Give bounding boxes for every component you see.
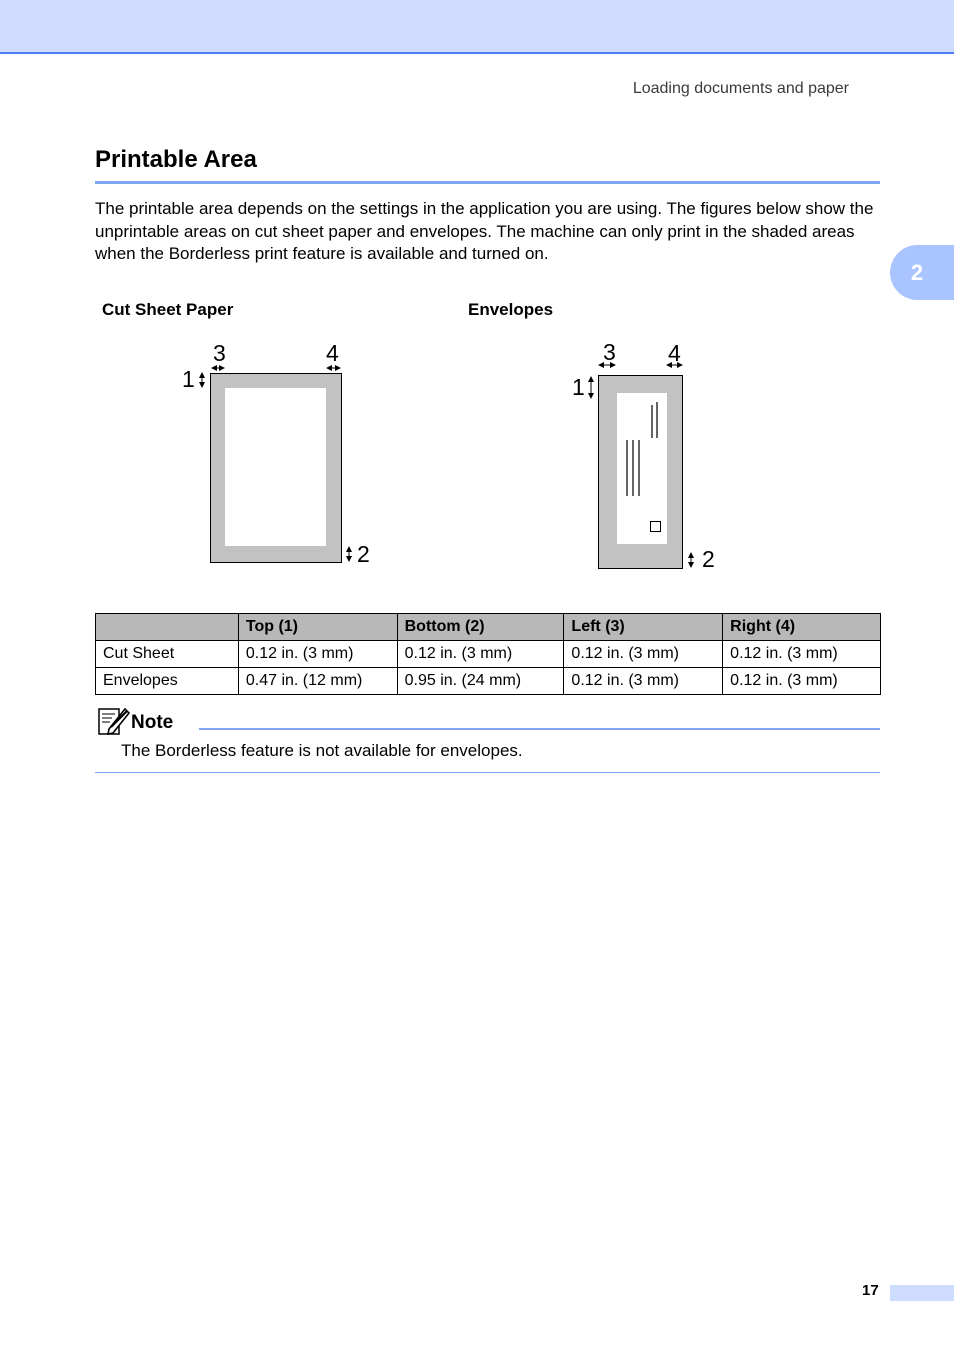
page-title: Printable Area — [95, 146, 257, 173]
table-row — [96, 641, 881, 668]
envelope-diagram — [572, 339, 715, 572]
cut-sheet-marker-1: 1 — [182, 366, 195, 392]
header-cell-blank — [96, 614, 239, 641]
cut-sheet-diagram — [182, 340, 370, 567]
cut-sheet-figure-label: Cut Sheet Paper — [102, 300, 234, 319]
envelopes-right-value: 0.12 in. (3 mm) — [723, 668, 881, 695]
envelopes-figure-label: Envelopes — [468, 300, 554, 319]
printable-area-figures — [0, 0, 954, 600]
cut-sheet-bottom-value: 0.12 in. (3 mm) — [397, 641, 564, 668]
envelopes-bottom-value: 0.95 in. (24 mm) — [397, 668, 564, 695]
cut-sheet-marker-4: 4 — [326, 340, 339, 366]
note-label: Note — [131, 712, 174, 733]
running-header: Loading documents and paper — [632, 80, 849, 97]
header-cell-right: Right (4) — [723, 614, 881, 641]
cut-sheet-right-value: 0.12 in. (3 mm) — [723, 641, 881, 668]
cut-sheet-left-value: 0.12 in. (3 mm) — [564, 641, 723, 668]
row-label-cut-sheet: Cut Sheet — [96, 641, 239, 668]
table-header-row — [96, 614, 881, 641]
table-row — [96, 668, 881, 695]
envelope-marker-3: 3 — [603, 339, 616, 365]
note-bottom-rule — [95, 772, 880, 773]
envelope-marker-4: 4 — [668, 340, 681, 366]
intro-paragraph: The printable area depends on the settings in the application you are using. The figures below show the unprintable areas on cut sheet paper and envelopes. The machine can only print in the shaded areas when the Borderless print feature is available and turned on. — [95, 199, 874, 263]
header-cell-bottom: Bottom (2) — [397, 614, 564, 641]
note-divider — [199, 728, 880, 730]
margins-table — [95, 613, 881, 695]
note-text: The Borderless feature is not available for envelopes. — [121, 741, 523, 760]
cut-sheet-printable-area — [225, 388, 326, 546]
envelope-stamp-box — [651, 522, 661, 532]
page-footer-tab — [890, 1285, 954, 1301]
page-number: 17 — [862, 1282, 879, 1299]
cut-sheet-marker-3: 3 — [213, 340, 226, 366]
envelope-marker-1: 1 — [572, 374, 585, 400]
cut-sheet-top-value: 0.12 in. (3 mm) — [238, 641, 397, 668]
header-cell-left: Left (3) — [564, 614, 723, 641]
chapter-tab: 2 — [890, 245, 954, 300]
envelope-marker-2: 2 — [702, 546, 715, 572]
note-pencil-icon — [97, 705, 131, 737]
header-cell-top: Top (1) — [238, 614, 397, 641]
row-label-envelopes: Envelopes — [96, 668, 239, 695]
envelopes-top-value: 0.47 in. (12 mm) — [238, 668, 397, 695]
cut-sheet-marker-2: 2 — [357, 541, 370, 567]
note-box — [95, 704, 880, 774]
envelopes-left-value: 0.12 in. (3 mm) — [564, 668, 723, 695]
